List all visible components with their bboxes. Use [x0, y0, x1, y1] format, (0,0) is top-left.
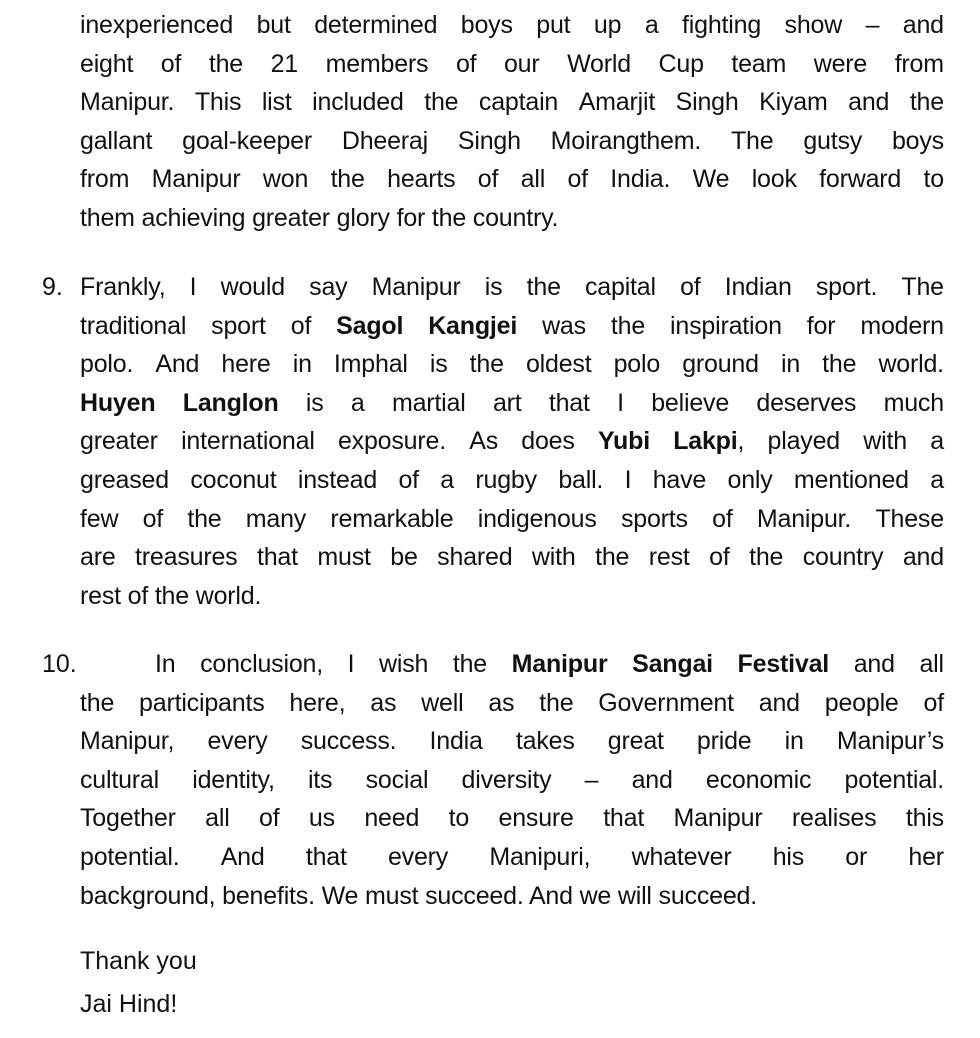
text-line: Manipur, every success. India takes great pride in Manipur’s	[80, 727, 944, 756]
text-line: polo. And here in Imphal is the oldest polo ground in the world.	[80, 350, 944, 379]
text-line: them achieving greater glory for the country.	[80, 203, 559, 232]
text-line: greater international exposure. As does Yubi Lakpi, played with a	[80, 427, 944, 456]
text-line: potential. And that every Manipuri, whatever his or her	[80, 842, 944, 871]
text-line: are treasures that must be shared with the rest of the country and	[80, 543, 944, 572]
text-line: from Manipur won the hearts of all of India. We look forward to	[80, 165, 944, 194]
paragraph-number: 10.	[42, 650, 77, 678]
text-line: traditional sport of Sagol Kangjei was the inspiration for modern	[80, 311, 944, 340]
text-line: greased coconut instead of a rugby ball. I have only mentioned a	[80, 465, 944, 494]
paragraph-8-continuation	[80, 6, 944, 238]
paragraph-9	[80, 268, 944, 615]
text-line: Manipur. This list included the captain Amarjit Singh Kiyam and the	[80, 88, 944, 117]
text-line: Huyen Langlon is a martial art that I believe deserves much	[80, 388, 944, 417]
text-line: the participants here, as well as the Government and people of	[80, 688, 944, 717]
paragraph-10	[80, 645, 944, 915]
text-line: In conclusion, I wish the Manipur Sangai Festival and all	[155, 650, 944, 678]
text-line: Together all of us need to ensure that Manipur realises this	[80, 804, 944, 833]
salutation-text: Jai Hind!	[80, 990, 178, 1018]
text-line: rest of the world.	[80, 581, 262, 610]
text-line: inexperienced but determined boys put up a fighting show – and	[80, 11, 944, 39]
text-line: background, benefits. We must succeed. And we will succeed.	[80, 881, 757, 910]
closing	[80, 940, 197, 1026]
paragraph-number: 9.	[42, 273, 63, 301]
text-line: cultural identity, its social diversity – and economic potential.	[80, 765, 944, 794]
text-line: gallant goal-keeper Dheeraj Singh Moirangthem. The gutsy boys	[80, 126, 944, 155]
thank-you-text: Thank you	[80, 947, 197, 975]
text-line: few of the many remarkable indigenous sports of Manipur. These	[80, 504, 944, 533]
text-line: Frankly, I would say Manipur is the capital of Indian sport. The	[80, 273, 944, 301]
text-line: eight of the 21 members of our World Cup team were from	[80, 49, 944, 78]
